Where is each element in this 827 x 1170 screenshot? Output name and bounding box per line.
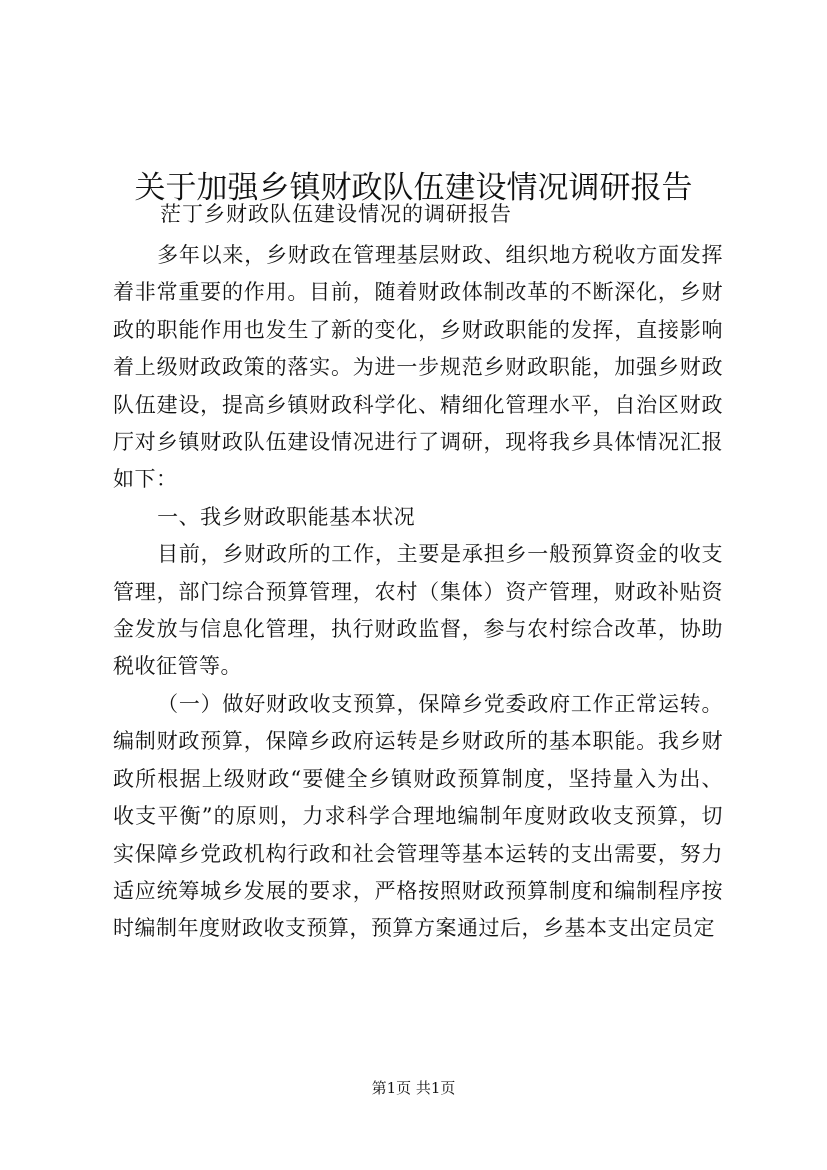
document-body [113,237,723,948]
page-footer: 第1页 共1页 [371,1079,456,1097]
paragraph-intro: 多年以来，乡财政在管理基层财政、组织地方税收方面发挥着非常重要的作用。目前，随着财政体制改革的不断深化，乡财政的职能作用也发生了新的变化，乡财政职能的发挥，直接影响着上级财政政策的落实。为进一步规范乡财政职能，加强乡财政队伍建设，提高乡镇财政科学化、精细化管理水平，自治区财政厅对乡镇财政队伍建设情况进行了调研，现将我乡具体情况汇报如下： [113,243,723,492]
document-title: 关于加强乡镇财政队伍建设情况调研报告 [134,169,693,206]
paragraph-duties: 目前，乡财政所的工作，主要是承担乡一般预算资金的收支管理，部门综合预算管理，农村（集体）资产管理，财政补贴资金发放与信息化管理，执行财政监督，参与农村综合改革，协助税收征管等。 [113,542,723,679]
paragraph-budget: （一）做好财政收支预算，保障乡党委政府工作正常运转。编制财政预算，保障乡政府运转是乡财政所的基本职能。我乡财政所根据上级财政“要健全乡镇财政预算制度，坚持量入为出、收支平衡”的原则，力求科学合理地编制年度财政收支预算，切实保障乡党政机构行政和社会管理等基本运转的支出需要，努力适应统筹城乡发展的要求，严格按照财政预算制度和编制程序按时编制年度财政收支预算，预算方案通过后，乡基本支出定员定 [113,691,723,941]
section-heading: 一、我乡财政职能基本状况 [157,504,416,529]
document-subtitle: 茫丁乡财政队伍建设情况的调研报告 [160,202,512,226]
